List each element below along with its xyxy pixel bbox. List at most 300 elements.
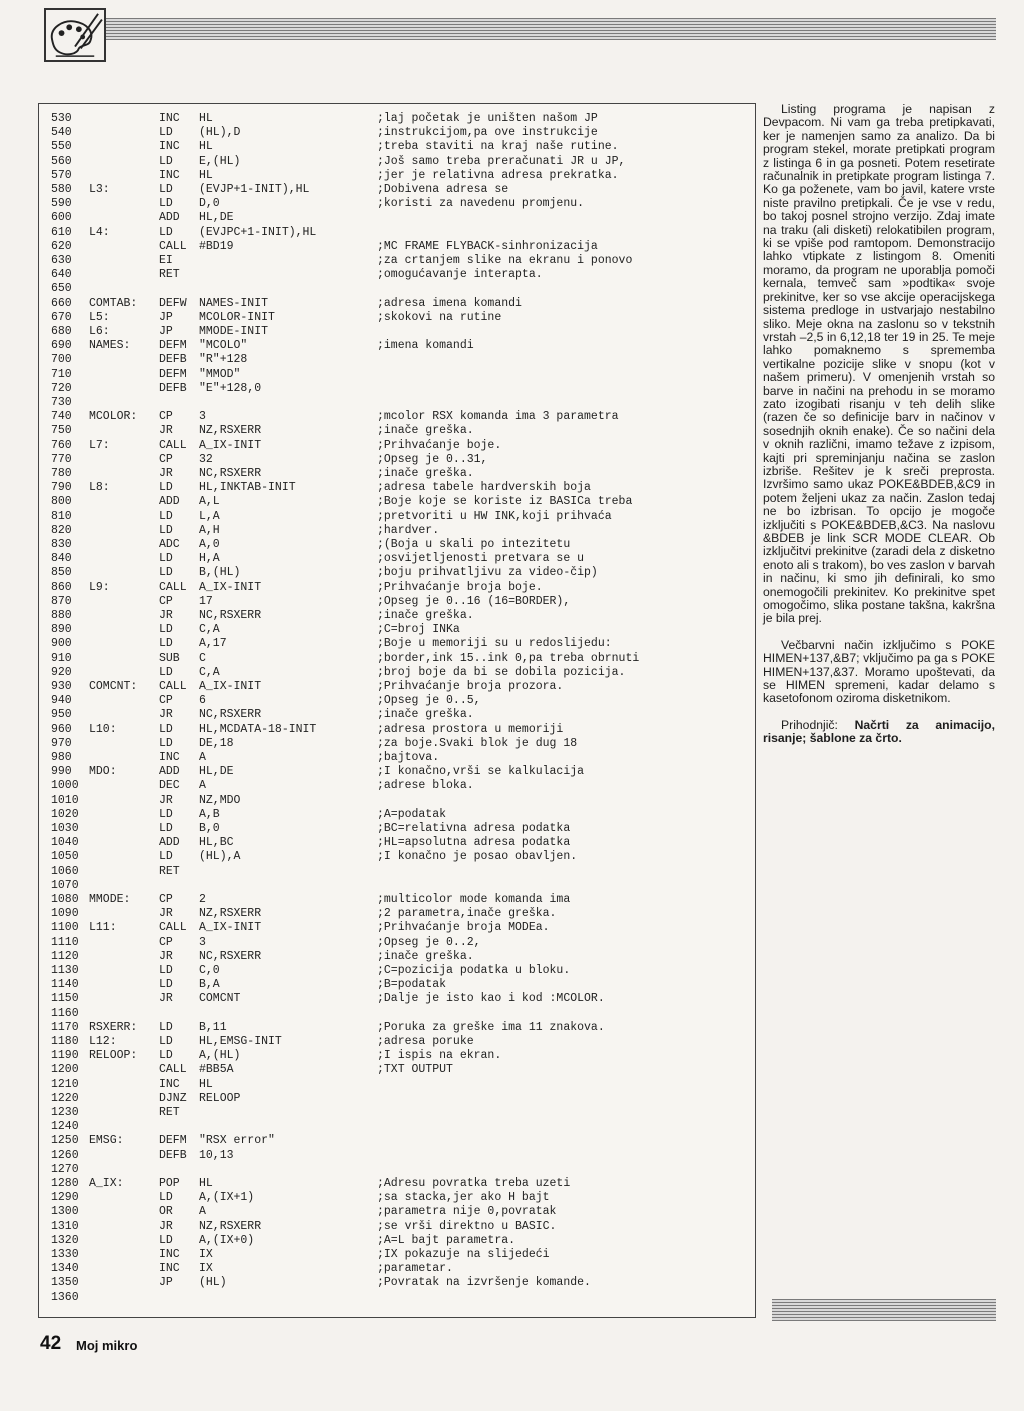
code-opcode: JR (159, 467, 173, 480)
line-number: 590 (51, 197, 72, 211)
code-opcode: JR (159, 793, 173, 807)
code-opcode: LD (159, 978, 173, 992)
code-opcode: DEFB (159, 353, 187, 367)
code-operand: HL (199, 168, 213, 182)
line-number: 1260 (51, 1148, 79, 1162)
palette-logo-icon (44, 8, 106, 62)
code-opcode: JR (159, 949, 173, 963)
code-opcode: LD (159, 722, 173, 736)
line-number: 1060 (51, 864, 79, 878)
code-comment: ;Boje u memoriji su u redoslijedu: (377, 637, 612, 651)
code-line (39, 1163, 755, 1177)
code-comment: ;TXT OUTPUT (377, 1063, 453, 1077)
code-line (39, 1291, 755, 1305)
code-operand: C,A (199, 665, 220, 679)
code-comment: ;Opseg je 0..31, (377, 452, 488, 466)
code-label: L7: (89, 438, 110, 452)
line-number: 850 (51, 566, 72, 580)
code-label: A_IX: (89, 1177, 124, 1190)
code-comment: ;inače greška. (377, 708, 474, 722)
code-line (39, 1191, 755, 1205)
line-number: 550 (51, 140, 72, 154)
line-number: 1190 (51, 1049, 79, 1063)
code-operand: HL,DE (199, 765, 234, 779)
code-opcode: CALL (159, 921, 187, 935)
code-line (39, 595, 755, 609)
code-line (39, 694, 755, 708)
code-comment: ;I konačno je posao obavljen. (377, 850, 578, 864)
article-text (763, 103, 995, 746)
line-number: 750 (51, 424, 72, 438)
line-number: 1170 (51, 1020, 79, 1034)
code-opcode: POP (159, 1177, 180, 1190)
code-opcode: LD (159, 523, 173, 537)
code-operand: "MCOLO" (199, 339, 248, 353)
code-line (39, 396, 755, 410)
code-comment: ;Prihvaćanje boje. (377, 438, 502, 452)
code-opcode: RET (159, 268, 180, 282)
code-opcode: INC (159, 751, 180, 764)
code-line (39, 1248, 755, 1262)
code-operand: A,(HL) (199, 1049, 241, 1063)
code-opcode: LD (159, 665, 173, 679)
code-comment: ;inače greška. (377, 609, 474, 622)
code-line (39, 566, 755, 580)
code-opcode: RET (159, 864, 180, 878)
code-comment: ;imena komandi (377, 339, 474, 353)
code-line (39, 1134, 755, 1148)
code-listing (38, 103, 756, 1318)
code-opcode: DEFB (159, 1148, 187, 1162)
code-operand: HL (199, 1077, 213, 1091)
code-line (39, 964, 755, 978)
code-line (39, 765, 755, 779)
code-operand: 3 (199, 410, 206, 424)
code-comment: ;Prihvaćanje broja prozora. (377, 680, 564, 693)
code-operand: NZ,RSXERR (199, 424, 262, 438)
code-opcode: LD (159, 850, 173, 864)
code-line (39, 368, 755, 382)
code-operand: A,L (199, 495, 220, 509)
code-line (39, 339, 755, 353)
code-operand: A,17 (199, 637, 227, 651)
line-number: 610 (51, 225, 72, 239)
code-comment: ;skokovi na rutine (377, 310, 502, 324)
code-comment: ;za crtanjem slike na ekranu i ponovo (377, 254, 633, 267)
code-comment: ;Poruka za greške ima 11 znakova. (377, 1020, 605, 1034)
line-number: 1120 (51, 949, 79, 963)
line-number: 990 (51, 765, 72, 779)
code-comment: ;boju prihvatljivu za video-čip) (377, 566, 598, 580)
line-number: 940 (51, 694, 72, 708)
line-number: 650 (51, 282, 72, 296)
code-comment: ;adresa prostora u memoriji (377, 722, 564, 736)
code-operand: A (199, 779, 206, 793)
code-operand: NAMES-INIT (199, 296, 269, 310)
code-comment: ;adresa poruke (377, 1035, 474, 1048)
line-number: 680 (51, 325, 72, 338)
code-opcode: CP (159, 410, 173, 424)
code-opcode: DEFB (159, 381, 187, 395)
code-opcode: LD (159, 964, 173, 977)
code-line (39, 992, 755, 1006)
code-comment: ;adresa imena komandi (377, 296, 522, 310)
code-line (39, 297, 755, 311)
code-opcode: INC (159, 112, 180, 125)
line-number: 900 (51, 637, 72, 651)
code-operand: "MMOD" (199, 367, 241, 381)
line-number: 770 (51, 452, 72, 466)
code-comment: ;C=broj INKa (377, 623, 460, 637)
code-opcode: LD (159, 154, 173, 168)
code-line (39, 907, 755, 921)
line-number: 1050 (51, 850, 79, 864)
code-opcode: DEC (159, 779, 180, 793)
code-opcode: LD (159, 481, 173, 495)
code-opcode: INC (159, 168, 180, 182)
code-line (39, 936, 755, 950)
code-opcode: LD (159, 736, 173, 750)
code-line (39, 240, 755, 254)
code-operand: HL,EMSG-INIT (199, 1035, 282, 1048)
code-operand: A (199, 751, 206, 764)
code-line (39, 552, 755, 566)
article-paragraph: Večbarvni način izključimo s POKE HIMEN+137,&B7; vključimo pa ga s POKE HIMEN+137,&37. Moramo upoštevati, da se HIMEN spremeni, kadar delamo s kasetofonom oziroma disketnikom. (763, 637, 995, 706)
code-opcode: LD (159, 197, 173, 211)
code-opcode: CP (159, 935, 173, 949)
code-opcode: LD (159, 637, 173, 651)
code-opcode: JP (159, 325, 173, 338)
line-number: 1350 (51, 1276, 79, 1290)
page-number: 42 (40, 1333, 62, 1354)
code-label: RSXERR: (89, 1020, 138, 1034)
code-opcode: JR (159, 609, 173, 622)
line-number: 580 (51, 183, 72, 196)
code-comment: ;MC FRAME FLYBACK-sinhronizacija (377, 239, 598, 253)
code-operand: NC,RSXERR (199, 949, 262, 963)
line-number: 660 (51, 296, 72, 310)
line-number: 1080 (51, 893, 79, 906)
code-operand: A_IX-INIT (199, 580, 262, 594)
code-comment: ;inače greška. (377, 949, 474, 963)
code-opcode: LD (159, 1191, 173, 1205)
header-decorative-band (98, 18, 996, 40)
code-opcode: JR (159, 1219, 173, 1233)
code-line (39, 680, 755, 694)
code-line (39, 410, 755, 424)
line-number: 910 (51, 651, 72, 665)
code-line (39, 1234, 755, 1248)
code-comment: ;(Boja u skali po intezitetu (377, 538, 571, 551)
code-label: COMCNT: (89, 680, 138, 693)
code-opcode: LD (159, 822, 173, 835)
code-opcode: CP (159, 594, 173, 608)
code-operand: B,0 (199, 822, 220, 835)
line-number: 920 (51, 665, 72, 679)
line-number: 1290 (51, 1191, 79, 1205)
code-operand: L,A (199, 509, 220, 523)
code-line (39, 1007, 755, 1021)
code-comment: ;parametra nije 0,povratak (377, 1205, 557, 1219)
code-line (39, 850, 755, 864)
code-line (39, 779, 755, 793)
code-label: L3: (89, 183, 110, 196)
code-comment: ;jer je relativna adresa prekratka. (377, 168, 619, 182)
line-number: 800 (51, 495, 72, 509)
line-number: 1230 (51, 1106, 79, 1119)
line-number: 1070 (51, 878, 79, 892)
line-number: 830 (51, 538, 72, 551)
code-opcode: INC (159, 1262, 180, 1276)
footer-decorative-band (772, 1299, 996, 1321)
code-operand: C (199, 651, 206, 665)
code-line (39, 1120, 755, 1134)
code-operand: HL (199, 112, 213, 125)
code-line (39, 538, 755, 552)
code-opcode: ADD (159, 495, 180, 509)
code-opcode: CALL (159, 438, 187, 452)
code-opcode: CALL (159, 680, 187, 693)
code-line (39, 737, 755, 751)
code-opcode: RET (159, 1106, 180, 1119)
code-line (39, 325, 755, 339)
code-comment: ;osvijetljenosti pretvara se u (377, 552, 585, 566)
code-line (39, 424, 755, 438)
code-line (39, 140, 755, 154)
code-line (39, 794, 755, 808)
code-line (39, 1276, 755, 1290)
line-number: 640 (51, 268, 72, 282)
code-operand: C,A (199, 623, 220, 637)
code-comment: ;adresa tabele hardverskih boja (377, 481, 591, 495)
line-number: 1040 (51, 836, 79, 850)
code-operand: E,(HL) (199, 154, 241, 168)
code-line (39, 1092, 755, 1106)
line-number: 570 (51, 168, 72, 182)
code-label: MMODE: (89, 893, 131, 906)
line-number: 1100 (51, 921, 79, 935)
code-operand: D,0 (199, 197, 220, 211)
line-number: 1150 (51, 992, 79, 1006)
code-opcode: LD (159, 1035, 173, 1048)
line-number: 1160 (51, 1006, 79, 1020)
code-operand: IX (199, 1262, 213, 1276)
code-operand: "RSX error" (199, 1134, 275, 1148)
code-operand: "E"+128,0 (199, 381, 262, 395)
code-line (39, 581, 755, 595)
line-number: 780 (51, 467, 72, 480)
code-comment: ;border,ink 15..ink 0,pa treba obrnuti (377, 651, 640, 665)
code-line (39, 510, 755, 524)
code-opcode: INC (159, 1077, 180, 1091)
code-operand: 17 (199, 594, 213, 608)
code-operand: B,(HL) (199, 566, 241, 580)
code-operand: A,(IX+0) (199, 1233, 255, 1247)
code-line (39, 1078, 755, 1092)
code-line (39, 453, 755, 467)
next-issue-text: Načrti za animacijo, risanje; šablone za črto. (763, 717, 995, 746)
code-operand: NC,RSXERR (199, 609, 262, 622)
line-number: 1240 (51, 1120, 79, 1134)
code-line (39, 155, 755, 169)
code-comment: ;Prihvaćanje broja MODEa. (377, 921, 550, 935)
code-opcode: JP (159, 310, 173, 324)
code-opcode: LD (159, 1233, 173, 1247)
line-number: 600 (51, 211, 72, 225)
code-opcode: DEFM (159, 339, 187, 353)
code-line (39, 1021, 755, 1035)
line-number: 1330 (51, 1248, 79, 1261)
code-opcode: JR (159, 708, 173, 722)
code-opcode: LD (159, 126, 173, 140)
code-comment: ;Adresu povratka treba uzeti (377, 1177, 571, 1190)
code-operand: A_IX-INIT (199, 921, 262, 935)
code-opcode: SUB (159, 651, 180, 665)
line-number: 1030 (51, 822, 79, 835)
code-comment: ;Boje koje se koriste iz BASICa treba (377, 495, 633, 509)
line-number: 620 (51, 239, 72, 253)
code-line (39, 481, 755, 495)
code-line (39, 495, 755, 509)
code-operand: NC,RSXERR (199, 708, 262, 722)
code-line (39, 609, 755, 623)
line-number: 870 (51, 594, 72, 608)
next-issue-note (763, 719, 995, 746)
code-opcode: DEFW (159, 296, 187, 310)
code-operand: HL (199, 1177, 213, 1190)
code-line (39, 1205, 755, 1219)
code-comment: ;Još samo treba preračunati JR u JP, (377, 154, 626, 168)
code-label: MCOLOR: (89, 410, 138, 424)
code-opcode: JR (159, 424, 173, 438)
code-comment: ;Opseg je 0..16 (16=BORDER), (377, 594, 571, 608)
code-comment: ;Opseg je 0..5, (377, 694, 481, 708)
code-comment: ;2 parametra,inače greška. (377, 907, 557, 921)
code-line (39, 1262, 755, 1276)
code-label: RELOOP: (89, 1049, 138, 1063)
code-opcode: DEFM (159, 1134, 187, 1148)
code-label: EMSG: (89, 1134, 124, 1148)
line-number: 1270 (51, 1162, 79, 1176)
code-line (39, 439, 755, 453)
code-comment: ;B=podatak (377, 978, 447, 992)
code-opcode: LD (159, 552, 173, 566)
line-number: 820 (51, 523, 72, 537)
line-number: 1140 (51, 978, 79, 992)
code-comment: ;I ispis na ekran. (377, 1049, 502, 1063)
line-number: 1280 (51, 1177, 79, 1190)
line-number: 720 (51, 381, 72, 395)
code-comment: ;pretvoriti u HW INK,koji prihvaća (377, 509, 612, 523)
code-opcode: CALL (159, 239, 187, 253)
code-line (39, 978, 755, 992)
code-operand: NZ,RSXERR (199, 1219, 262, 1233)
line-number: 1130 (51, 964, 79, 977)
line-number: 760 (51, 438, 72, 452)
code-line (39, 822, 755, 836)
code-line (39, 808, 755, 822)
magazine-name: Moj mikro (76, 1338, 138, 1353)
code-comment: ;IX pokazuje na slijedeći (377, 1248, 550, 1261)
line-number: 1360 (51, 1290, 79, 1304)
code-opcode: INC (159, 1248, 180, 1261)
code-operand: A,H (199, 523, 220, 537)
code-comment: ;adrese bloka. (377, 779, 474, 793)
code-comment: ;koristi za navedenu promjenu. (377, 197, 585, 211)
code-comment: ;A=L bajt parametra. (377, 1233, 516, 1247)
code-line (39, 282, 755, 296)
code-opcode: CALL (159, 580, 187, 594)
code-comment: ;Dalje je isto kao i kod :MCOLOR. (377, 992, 605, 1006)
code-operand: A_IX-INIT (199, 438, 262, 452)
code-opcode: ADC (159, 538, 180, 551)
code-operand: A,B (199, 807, 220, 821)
code-operand: 2 (199, 893, 206, 906)
code-comment: ;za boje.Svaki blok je dug 18 (377, 736, 578, 750)
code-line (39, 197, 755, 211)
article-paragraph: Listing programa je napisan z Devpacom. Ni vam ga treba pretipkavati, ker je namenjen samo za analizo. Da bi program stekel, morate pretipkati program z listinga 6 in ga posneti. Potem resetirate računalnik in pretipkate program listinga 7. Ko ga poženete, vam bo javil, katere vrste niste pravilno pretipkali. Če je vse v redu, bo takoj posnel strojno verzijo. Zdaj imate na traku (ali disketi) relokatibilen program, ki se vpiše pod ramtopom. Demonstracijo lahko vtipkate z listingom 8. Omeniti moramo, da program ne uporablja pomoči kernala, temveč sam »podtika« svoje prekinitve, ker so vse akcije operacijskega sistema predloge in ustvarjajo nestabilno sliko. Meje okna na zaslonu so v tekstnih vrstah –2,5 in 6,12,18 ter 19 in 25. Te meje lahko pomaknemo s sprememba vertikalne pozicije slike v snopu (kot v našem primeru). V omenjenih vrstah so barve in načini na prehodu in se moramo zato izogibati risanju v teh delih slike (razen če so definicije barv in načinov v sosednjih oknih enake). Če so načini dela v oknih različni, imamo težave z izpisom, kajti pri spreminjanju načina se zaslon izbriše. Rešitev je k sreči preprosta. Izvršimo samo ukaz POKE&BDEB,&C9 in potem željeni ukaz za način. Zaslon tedaj ne bo izbrisan. To opcijo je mogoče izključiti s POKE&BDEB,&C3. Na naslovu &BDEB je link SCR MODE CLEAR. Ob izključitvi prekinitve (zaradi dela z disketno enoto ali s trakom), bo ves zaslon v barvah in načinu, ki smo jih definirali, ko smo onemogočili prekinitev. Ko prekinitve spet omogočimo, slika postane takšna, kakršna je bila prej. (763, 102, 995, 626)
code-comment: ;inače greška. (377, 424, 474, 438)
line-number: 690 (51, 339, 72, 353)
code-opcode: JR (159, 992, 173, 1006)
line-number: 890 (51, 623, 72, 637)
code-operand: "R"+128 (199, 353, 248, 367)
line-number: 860 (51, 580, 72, 594)
code-operand: 32 (199, 452, 213, 466)
code-line (39, 751, 755, 765)
code-comment: ;treba staviti na kraj naše rutine. (377, 140, 619, 154)
code-comment: ;hardver. (377, 523, 440, 537)
code-opcode: DJNZ (159, 1091, 187, 1105)
code-opcode: LD (159, 623, 173, 637)
code-line (39, 1106, 755, 1120)
line-number: 530 (51, 112, 72, 125)
code-line (39, 112, 755, 126)
code-comment: ;instrukcijom,pa ove instrukcije (377, 126, 598, 140)
line-number: 1020 (51, 807, 79, 821)
code-operand: RELOOP (199, 1091, 241, 1105)
code-line (39, 268, 755, 282)
code-line (39, 921, 755, 935)
line-number: 700 (51, 353, 72, 367)
code-line (39, 382, 755, 396)
code-comment: ;BC=relativna adresa podatka (377, 822, 571, 835)
line-number: 1110 (51, 935, 79, 949)
code-opcode: EI (159, 254, 173, 267)
code-line (39, 353, 755, 367)
code-line (39, 652, 755, 666)
line-number: 710 (51, 367, 72, 381)
line-number: 980 (51, 751, 72, 764)
code-line (39, 211, 755, 225)
code-opcode: ADD (159, 211, 180, 225)
code-comment: ;se vrši direktno u BASIC. (377, 1219, 557, 1233)
code-operand: IX (199, 1248, 213, 1261)
code-comment: ;mcolor RSX komanda ima 3 parametra (377, 410, 619, 424)
code-comment: ;Dobivena adresa se (377, 183, 509, 196)
code-comment: ;parametar. (377, 1262, 453, 1276)
code-label: L6: (89, 325, 110, 338)
code-opcode: JR (159, 907, 173, 921)
code-label: NAMES: (89, 339, 131, 353)
code-operand: A (199, 1205, 206, 1219)
code-label: L10: (89, 722, 117, 736)
code-operand: C,0 (199, 964, 220, 977)
code-opcode: JP (159, 1276, 173, 1290)
code-line (39, 524, 755, 538)
code-comment: ;sa stacka,jer ako H bajt (377, 1191, 550, 1205)
code-line (39, 1149, 755, 1163)
